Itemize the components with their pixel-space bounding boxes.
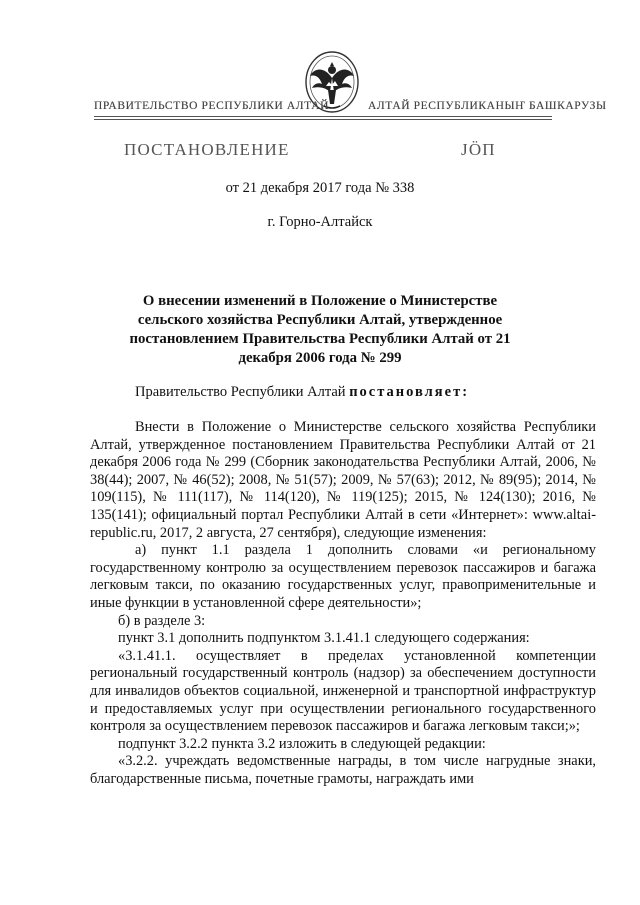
body-paragraph: Внести в Положение о Министерстве сельского хозяйства Республики Алтай, утвержденное постановлением Правительства Республики Алтай от 21 декабря 2006 года № 299 (Сборник законодательства Республики Алтай, 2006, № 38(44); 2007, № 46(52); 2008, № 51(57); 2009, № 57(63); 2012, № 89(95); 2014, № 109(115), № 111(117), № 114(120), № 119(125); 2015, № 124(130); 2016, № 135(141); официальный портал Республики Алтай в сети «Интернет»: www.altai-republic.ru, 2017, 2 августа, 27 сентября), следующие изменения:: [90, 419, 596, 541]
document-body: [90, 419, 596, 788]
body-paragraph: а) пункт 1.1 раздела 1 дополнить словами «и региональному государственному контролю за осуществлением перевозок пассажиров и багажа легковым такси, по оказанию государственных услуг, правоприменительные и иные функции в установленной сфере деятельности»;: [90, 542, 596, 611]
body-paragraph: б) в разделе 3:: [118, 612, 206, 629]
document-kind-russian: ПОСТАНОВЛЕНИЕ: [124, 140, 290, 159]
preamble: [135, 384, 469, 401]
body-paragraph: подпункт 3.2.2 пункта 3.2 изложить в следующей редакции:: [118, 735, 486, 752]
document-title: О внесении изменений в Положение о Министерстве сельского хозяйства Республики Алтай, утвержденное постановлением Правительства Республики Алтай от 21 декабря 2006 года № 299: [129, 293, 511, 366]
document-date-number: от 21 декабря 2017 года № 338: [225, 180, 415, 196]
preamble-subject: Правительство Республики Алтай: [135, 384, 350, 400]
body-paragraph: «3.2.2. учреждать ведомственные награды, в том числе нагрудные знаки, благодарственные письма, почетные грамоты, награждать ими: [90, 753, 596, 787]
preamble-verb: постановляет:: [349, 384, 470, 400]
body-paragraph: «3.1.41.1. осуществляет в пределах установленной компетенции региональный государственный контроль (надзор) за обеспечением доступности для инвалидов объектов социальной, инженерной и транспортной инфраструктур и предоставляемых услуг при осуществлении регионального государственного контроля за осуществлением перевозок пассажиров и багажа легковым такси;»;: [90, 647, 596, 735]
document-kind-altai: JӦП: [461, 140, 496, 159]
document-city: г. Горно-Алтайск: [267, 214, 373, 230]
letterhead-rule: [94, 119, 552, 120]
letterhead-rule: [94, 116, 552, 117]
government-name-russian: ПРАВИТЕЛЬСТВО РЕСПУБЛИКИ АЛТАЙ: [94, 100, 330, 112]
body-paragraph: пункт 3.1 дополнить подпунктом 3.1.41.1 следующего содержания:: [118, 630, 530, 647]
government-name-altai: АЛТАЙ РЕСПУБЛИКАНЫҤ БАШКАРУЗЫ: [368, 100, 607, 112]
